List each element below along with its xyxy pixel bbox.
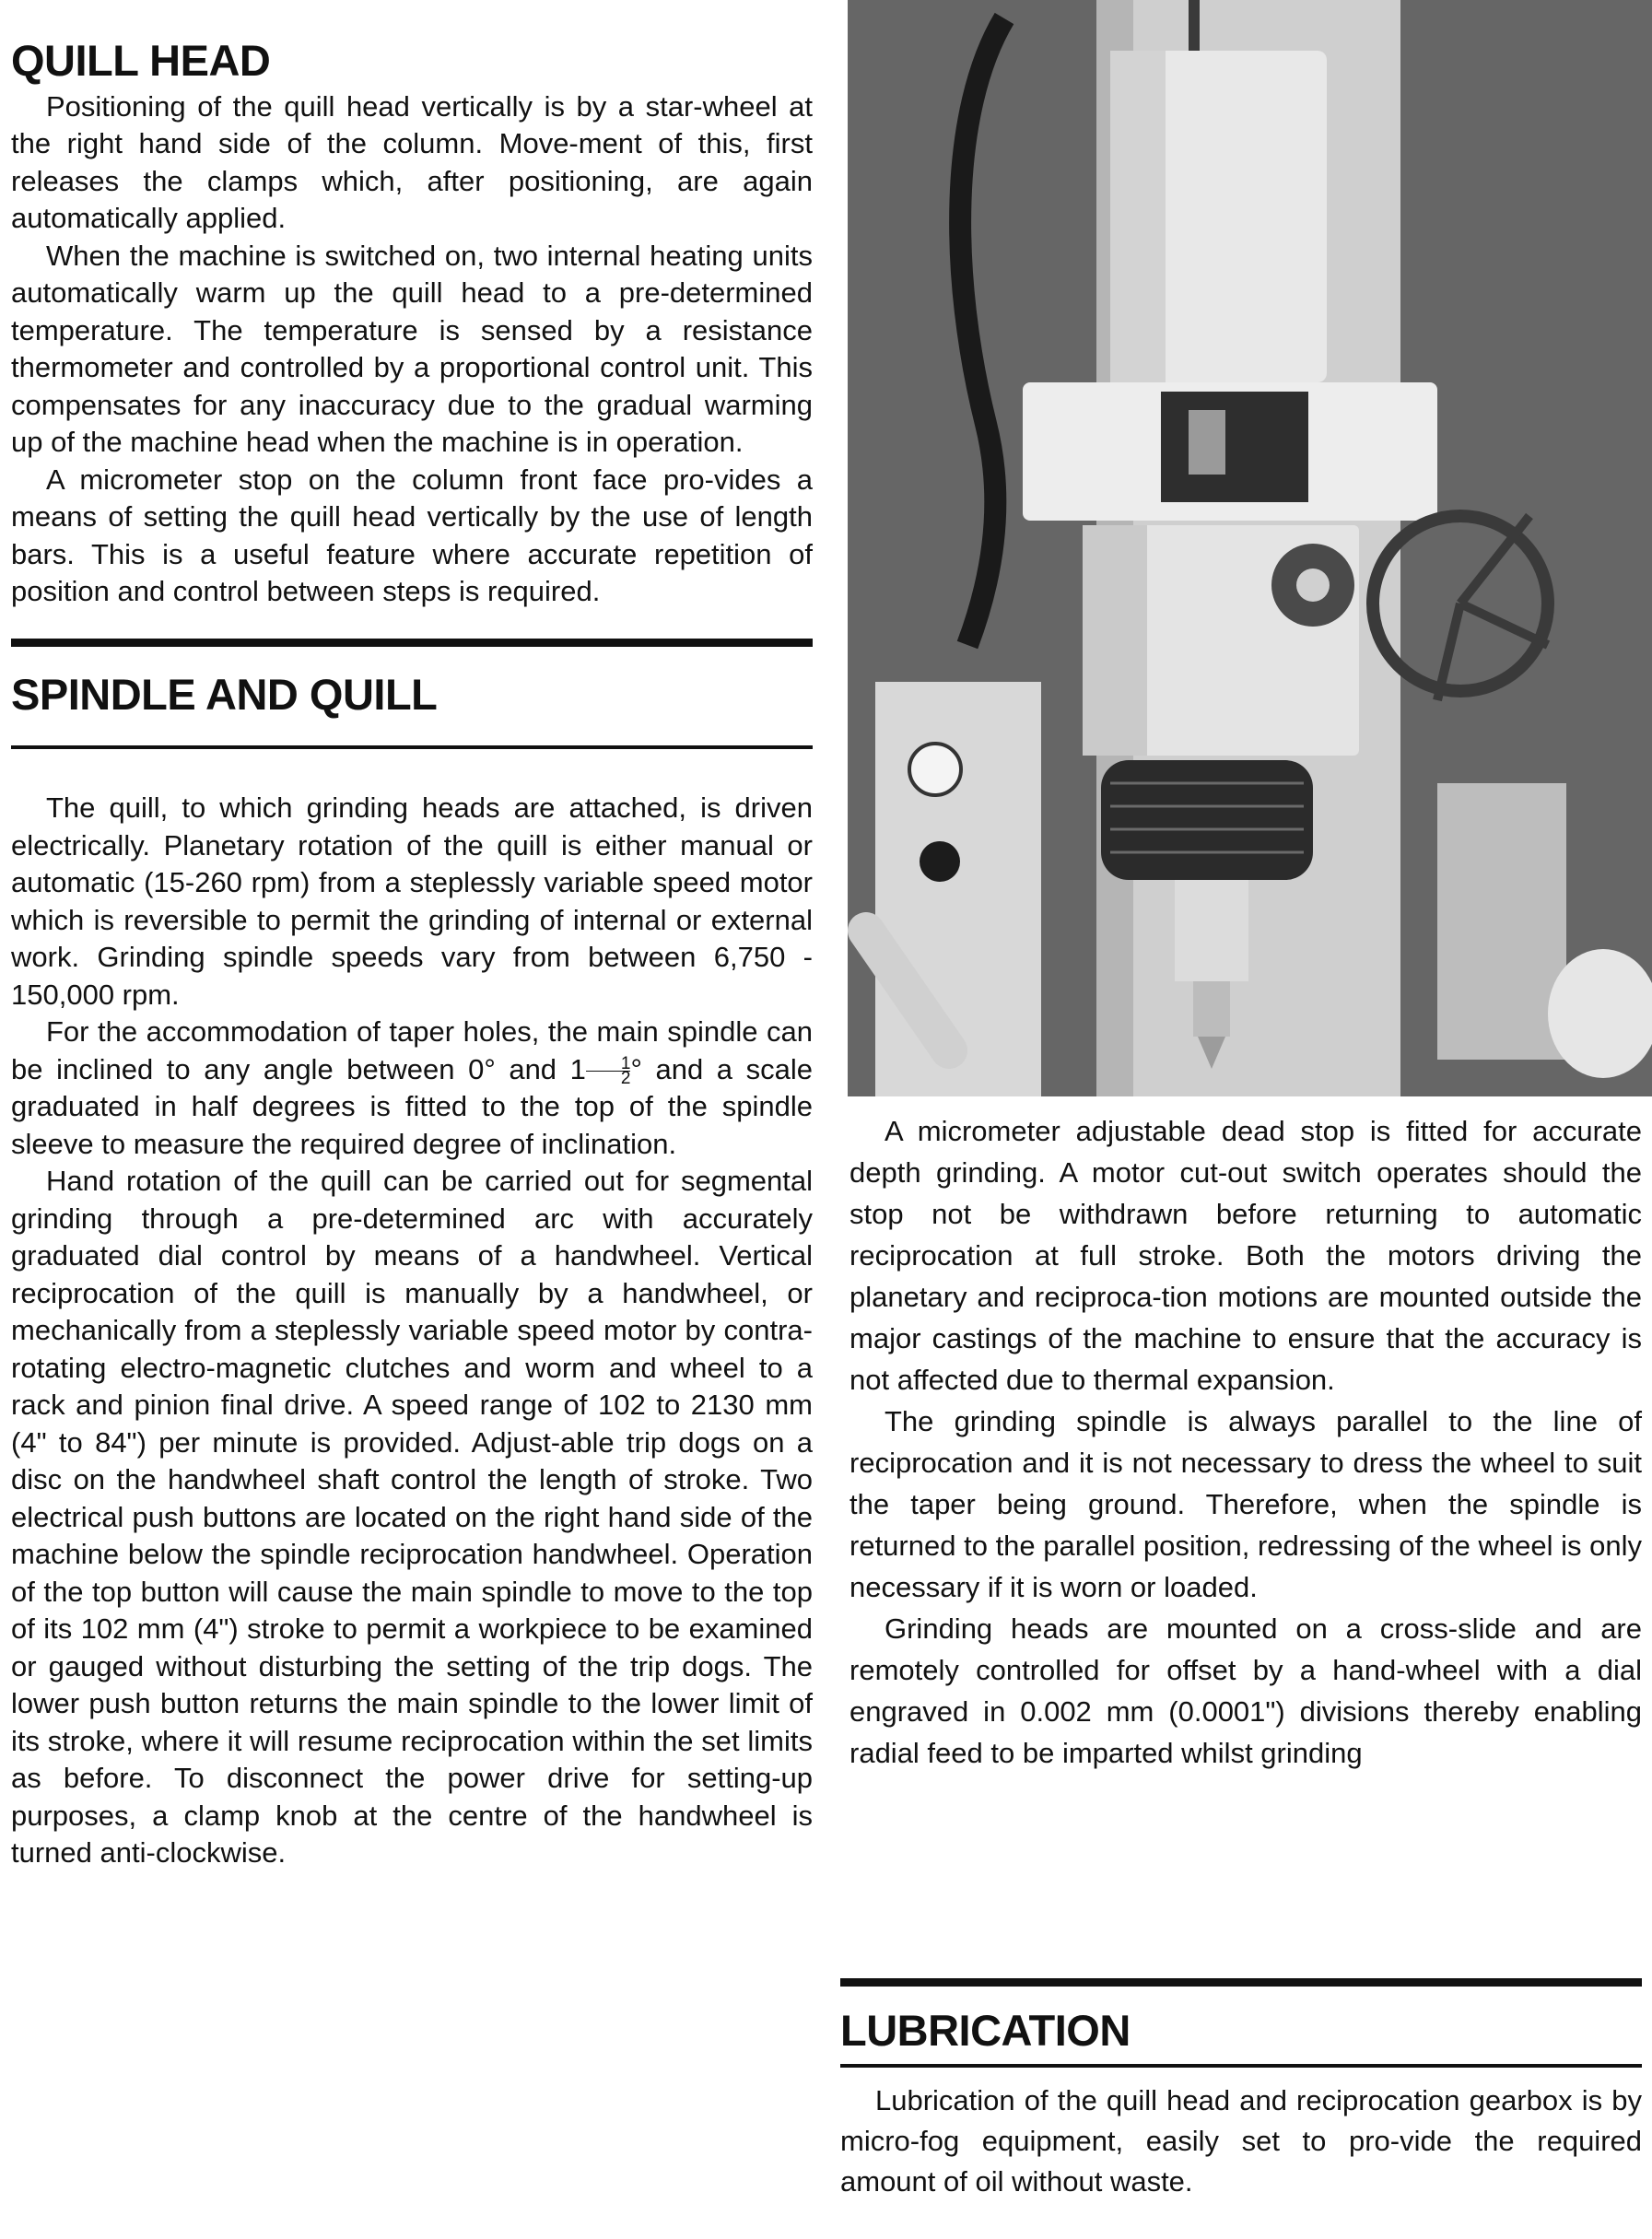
spindle-and-quill-section: [11, 639, 813, 1872]
spindle-paragraph-1: The quill, to which grinding heads are attached, is driven electrically. Planetary rotation of the quill is either manual or automatic (15-260 rpm) from a steplessly variable speed motor which is reversible to permit the grinding of internal or external work. Grinding spindle speeds vary from between 6,750 - 150,000 rpm.: [11, 791, 813, 1011]
quill-head-paragraph-3: A micrometer stop on the column front face pro-vides a means of setting the quill head vertically by the use of length bars. This is a useful feature where accurate repetition of position and control between steps is required.: [11, 463, 813, 608]
spindle-and-quill-heading: SPINDLE AND QUILL: [11, 669, 438, 719]
fraction-half: $\frac{1}{2}$: [586, 1057, 631, 1085]
quill-head-heading: QUILL HEAD: [11, 36, 271, 85]
lubrication-heading: LUBRICATION: [840, 2006, 1131, 2055]
right-paragraph-1: A micrometer adjustable dead stop is fitted for accurate depth grinding. A motor cut-out switch operates should the stop not be withdrawn before returning to automatic reciprocation at full stroke. Both the motors driving the planetary and reciproca-tion motions are mounted outside the major castings of the machine to ensure that the accuracy is not affected due to thermal expansion.: [849, 1115, 1642, 1396]
machine-photo: [848, 0, 1652, 1096]
section-rule: [840, 2064, 1642, 2068]
right-column-text: [849, 1110, 1642, 1774]
spindle-paragraph-3: Hand rotation of the quill can be carried out for segmental grinding through a pre-determined arc with accurately graduated dial control by means of a handwheel. Vertical reciprocation of the quill is manually by a handwheel, or mechanically from a steplessly variable speed motor by contra-rotating electro-magnetic clutches and worm and wheel to a rack and pinion final drive. A speed range of 102 to 2130 mm (4" to 84") per minute is provided. Adjust-able trip dogs on a disc on the handwheel shaft control the length of stroke. Two electrical push buttons are located on the right hand side of the machine below the spindle reciprocation handwheel. Operation of the top button will cause the main spindle to move to the top of its 102 mm (4") stroke to permit a workpiece to be examined or gauged without disturbing the setting of the trip dogs. The lower push button returns the main spindle to the lower limit of its stroke, where it will resume reciprocation within the set limits as before. To disconnect the power drive for setting-up purposes, a clamp knob at the centre of the handwheel is turned anti-clockwise.: [11, 1165, 813, 1870]
section-rule: [11, 639, 813, 647]
lubrication-section: [840, 1978, 1642, 2202]
section-rule: [840, 1978, 1642, 1987]
lubrication-paragraph: Lubrication of the quill head and reciprocation gearbox is by micro-fog equipment, easily set to pro-vide the required amount of oil without waste.: [840, 2083, 1642, 2198]
right-paragraph-3: Grinding heads are mounted on a cross-slide and are remotely controlled for offset by a hand-wheel with a dial engraved in 0.002 mm (0.0001") divisions thereby enabling radial feed to be imparted whilst grinding: [849, 1612, 1642, 1769]
spindle-paragraph-2: For the accommodation of taper holes, the main spindle can be inclined to any angle between 0° and 1 $\frac{1}{2}$ ° and a scale graduated in half degrees is fitted to the top of the spindle sleeve to measure the required degree of inclination.: [11, 1015, 813, 1160]
right-paragraph-2: The grinding spindle is always parallel to the line of reciprocation and it is not necessary to dress the wheel to suit the taper being ground. Therefore, when the spindle is returned to the parallel position, redressing of the wheel is only necessary if it is worn or loaded.: [849, 1405, 1642, 1603]
quill-head-section: [11, 37, 813, 611]
section-rule: [11, 745, 813, 749]
quill-head-paragraph-2: When the machine is switched on, two internal heating units automatically warm up the quill head to a pre-determined temperature. The temperature is sensed by a resistance thermometer and controlled by a proportional control unit. This compensates for any inaccuracy due to the gradual warming up of the machine head when the machine is in operation.: [11, 239, 813, 459]
quill-head-paragraph-1: Positioning of the quill head vertically is by a star-wheel at the right hand side of the column. Move-ment of this, first releases the clamps which, after positioning, are again automatically applied.: [11, 89, 813, 235]
